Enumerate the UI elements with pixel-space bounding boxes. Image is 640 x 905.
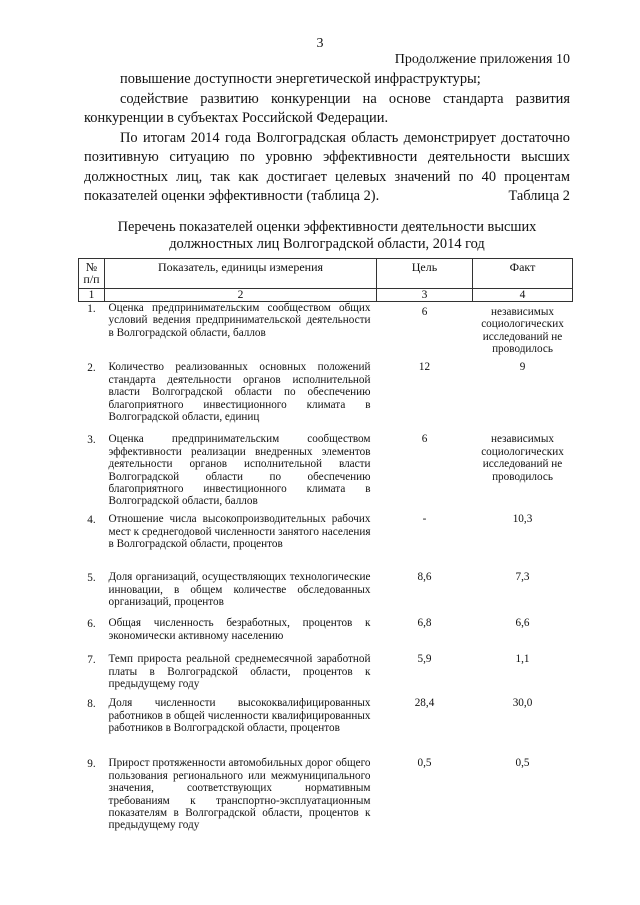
row-indicator: Отношение числа высокопроизводительных рабочих мест к среднегодовой численности занятого населения в Волгоградской области, процентов (108, 513, 371, 551)
row-number: 8. (87, 698, 96, 711)
body-paragraph: По итогам 2014 года Волгоградская область демонстрирует достаточно позитивную ситуацию по уровню эффективности деятельности высших должностных лиц, так как достигает целевых значений по 40 процентам показателей оценки эффективности (таблица 2). (84, 129, 570, 204)
column-number: 3 (377, 288, 473, 301)
row-indicator: Прирост протяженности автомобильных дорог общего пользования регионального или межмуниципального значения, соответствующих нормативным требованиям к транспортно-эксплуатационным показателям в Волгоградской области, процентов к предыдущему году (108, 757, 371, 832)
row-fact: 7,3 (515, 571, 530, 584)
row-indicator: Количество реализованных основных положений стандарта деятельности органов исполнительной власти Волгоградской области по обеспечению благоприятного инвестиционного климата в Волгоградской области, единиц (108, 361, 371, 423)
row-fact: независимых социологических исследований не проводилось (481, 433, 564, 483)
indicators-table (78, 258, 573, 833)
row-goal: 0,5 (417, 757, 432, 770)
table-header-row (79, 259, 573, 289)
row-number: 7. (87, 654, 96, 667)
row-indicator: Темп прироста реальной среднемесячной заработной платы в Волгоградской области, процентов к предыдущему году (108, 653, 371, 691)
header-num: № п/п (79, 259, 105, 289)
table-row (79, 653, 573, 697)
row-indicator: Доля организаций, осуществляющих технологические инновации, в общем количестве обследованных организаций, процентов (108, 571, 371, 609)
column-numbers-row (79, 288, 573, 301)
row-goal: 8,6 (417, 571, 432, 584)
row-goal: - (422, 513, 427, 526)
appendix-continuation: Продолжение приложения 10 (394, 52, 570, 67)
table-row (79, 617, 573, 653)
row-number: 3. (87, 434, 96, 447)
column-number: 1 (79, 288, 105, 301)
row-number: 1. (87, 302, 96, 315)
row-indicator: Оценка предпринимательским сообществом эффективности реализации внедренных элементов деятельности органов исполнительной власти Волгоградской области по обеспечению благоприятного инвестиционного климата в Волгоградской области, баллов (108, 433, 371, 508)
header-name: Показатель, единицы измерения (105, 259, 377, 289)
header-goal: Цель (377, 259, 473, 289)
table-label: Таблица 2 (508, 188, 570, 204)
row-fact: 9 (519, 361, 526, 374)
row-goal: 6 (421, 433, 428, 446)
body-line-2: содействие развитию конкуренции на основе стандарта развития конкуренции в субъектах Российской Федерации. (84, 90, 570, 126)
header-fact: Факт (473, 259, 573, 289)
row-fact: 0,5 (515, 757, 530, 770)
table-row (79, 361, 573, 433)
row-number: 2. (87, 362, 96, 375)
table-row (79, 697, 573, 757)
row-indicator: Оценка предпринимательским сообществом общих условий ведения предпринимательской деятельности в Волгоградской области, баллов (108, 301, 371, 339)
row-goal: 5,9 (417, 653, 432, 666)
row-fact: 10,3 (512, 513, 533, 526)
page-number: 3 (316, 36, 324, 51)
row-fact: независимых социологических исследований не проводилось (481, 305, 564, 356)
row-fact: 6,6 (515, 617, 530, 630)
table-row (79, 513, 573, 571)
table-row (79, 571, 573, 617)
row-fact: 1,1 (515, 653, 530, 666)
row-goal: 6 (421, 305, 428, 318)
row-goal: 12 (418, 361, 431, 374)
row-number: 6. (87, 618, 96, 631)
table-row (79, 433, 573, 513)
row-goal: 28,4 (414, 697, 435, 710)
table-title: Перечень показателей оценки эффективности деятельности высших должностных лиц Волгоградской области, 2014 год (117, 219, 537, 252)
body-line-1: повышение доступности энергетической инфраструктуры; (120, 71, 481, 87)
row-fact: 30,0 (512, 697, 533, 710)
table-row (79, 301, 573, 361)
table-row (79, 757, 573, 833)
column-number: 2 (105, 288, 377, 301)
column-number: 4 (473, 288, 573, 301)
row-indicator: Доля численности высококвалифицированных работников в общей численности квалифицированных работников в Волгоградской области, процентов (108, 697, 371, 735)
row-goal: 6,8 (417, 617, 432, 630)
row-number: 4. (87, 514, 96, 527)
row-number: 5. (87, 572, 96, 585)
row-indicator: Общая численность безработных, процентов к экономически активному населению (108, 617, 371, 642)
row-number: 9. (87, 758, 96, 771)
body-text (84, 70, 570, 207)
